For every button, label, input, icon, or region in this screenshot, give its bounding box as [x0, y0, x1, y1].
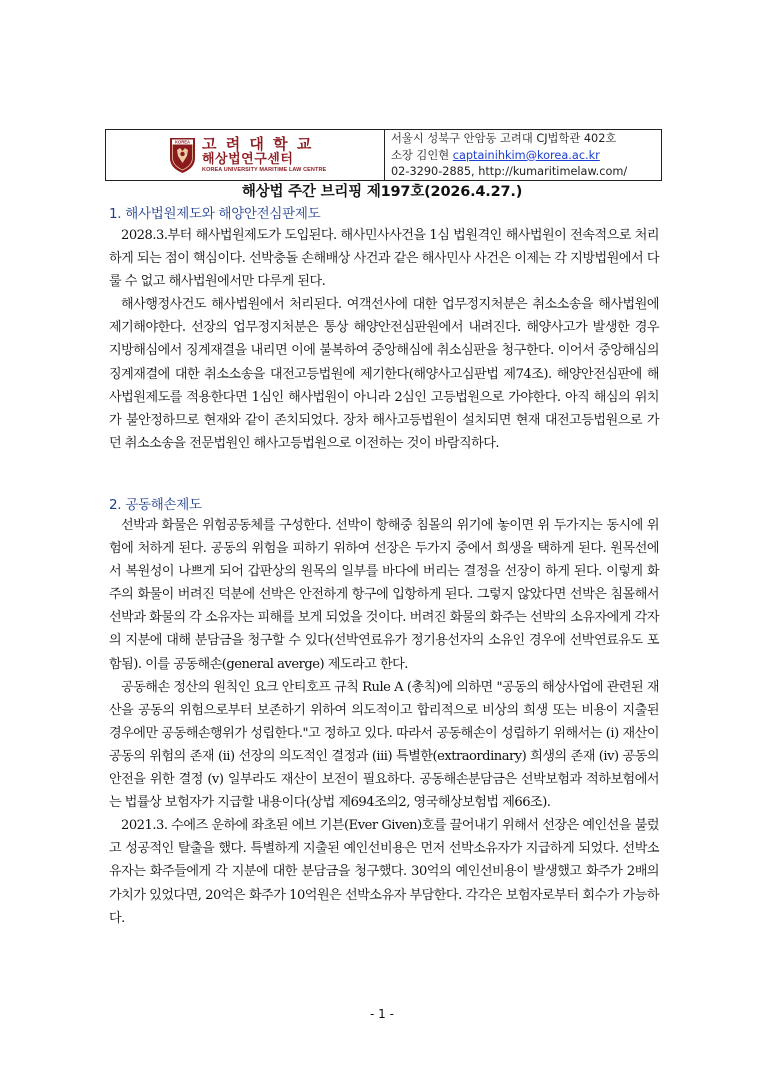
svg-text:KOREA: KOREA [174, 139, 191, 145]
logo-text-block [202, 136, 326, 174]
section-heading-1: 1. 해사법원제도와 해양안전심판제도 [109, 206, 321, 222]
header-contact [385, 130, 661, 180]
page-number: - 1 - [370, 1007, 394, 1021]
address-line: 서울시 성북구 안암동 고려대 CJ법학관 402호 [391, 132, 617, 145]
logo-subtitle: 해상법연구센터 [202, 152, 294, 167]
paragraph: 2028.3.부터 해사법원제도가 도입된다. 해사민사사건을 1심 법원격인 해사법원이 전속적으로 처리하게 되는 점이 핵심이다. 선박충돌 손해배상 사건과 같은 해사민사 사건은 이제는 각 지방법원에서 다룰 수 없고 해사법원에서만 다루게 된다. [109, 228, 659, 290]
director-name: 소장 김인현 [391, 148, 453, 162]
section-heading-2: 2. 공동해손제도 [109, 497, 202, 513]
header-box [105, 129, 662, 181]
paragraph: 2021.3. 수에즈 운하에 좌초된 에브 기븐(Ever Given)호를 끌어내기 위해서 선장은 예인선을 불렀고 성공적인 탈출을 했다. 특별하게 지출된 예인선비용은 먼저 선박소유자가 지급하게 되었다. 선박소유자는 화주들에게 각 지분에 대한 분담금을 청구했다. 30억의 예인선비용이 발생했고 화주가 2배의 가치가 있었다면, 20억은 화주가 10억원은 선박소유자 부담한다. 각각은 보험자로부터 회수가 가능하다. [109, 818, 659, 926]
logo-title: 고 려 대 학 교 [202, 135, 314, 153]
email-link[interactable]: captainihkim@korea.ac.kr [452, 148, 600, 162]
paragraph: 공동해손 정산의 원칙인 요크 안티호프 규칙 Rule A (총칙)에 의하면 "공동의 해상사업에 관련된 재산을 공동의 위험으로부터 보존하기 위하여 의도적이고 합리적으로 비상의 희생 또는 비용이 지출된 경우에만 공동해손행위가 성립한다."고 정하고 있다. 따라서 공동해손이 성립하기 위해서는 (i) 재산이 공동의 위험의 존재 (ii) 선장의 의도적인 결정과 (iii) 특별한(extraordinary) 희생의 존재 (iv) 공동의 안전을 위한 결정 (v) 일부라도 재산이 보전이 필요하다. 공동해손분담금은 선박보험과 적하보험에서는 법률상 보험자가 지급할 내용이다(상법 제694조의2, 영국해상보험법 제66조). [109, 679, 659, 811]
document-title: 해상법 주간 브리핑 제197호(2026.4.27.) [241, 184, 523, 200]
phone-web-line[interactable]: 02-3290-2885, http://kumaritimelaw.com/ [391, 165, 628, 179]
paragraph: 해사행정사건도 해사법원에서 처리된다. 여객선사에 대한 업무정지처분은 취소소송을 해사법원에 제기해야한다. 선장의 업무정지처분은 통상 해양안전심판원에서 내려진다. 해양사고가 발생한 경우 지방해심에서 징계재결을 내리면 이에 불복하여 중앙해심에 취소심판을 청구한다. 이어서 중앙해심의 징계재결에 대한 취소소송을 대전고등법원에 제기한다(해양사고심판법 제74조). 해양안전심판에 해사법원제도를 적용한다면 1심인 해사법원이 아니라 2심인 고등법원으로 가야한다. 아직 해심의 위치가 불안정하므로 현재와 같이 존치되었다. 장차 해사고등법원이 설치되면 현재 대전고등법원으로 가던 취소소송을 전문법원인 해사고등법원으로 이전하는 것이 바람직하다. [109, 297, 659, 451]
paragraph: 선박과 화물은 위험공동체를 구성한다. 선박이 항해중 침몰의 위기에 놓이면 위 두가지는 동시에 위험에 처하게 된다. 공동의 위험을 피하기 위하여 선장은 두가지 중에서 희생을 택하게 된다. 원목선에서 복원성이 나쁘게 되어 갑판상의 원목의 일부를 바다에 버리는 결정을 선장이 하게 된다. 이렇게 화주의 화물이 버려진 덕분에 선박은 안전하게 항구에 입항하게 된다. 그렇지 않았다면 선박은 침몰해서 선박과 화물의 각 소유자는 피해를 보게 되었을 것이다. 버려진 화물의 화주는 선박의 소유자에게 각자의 지분에 대해 분담금을 청구할 수 있다(선박연료유가 정기용선자의 소유인 경우에 선박연료유도 포함됨). 이를 공동해손(general averge) 제도라고 한다. [109, 518, 659, 672]
logo-english-name: KOREA UNIVERSITY MARITIME LAW CENTRE [202, 167, 327, 173]
header-logo-area [106, 130, 385, 180]
section-body-2 [109, 514, 659, 930]
director-line [391, 148, 661, 165]
section-body-1 [109, 224, 659, 455]
university-emblem-icon [168, 136, 197, 174]
